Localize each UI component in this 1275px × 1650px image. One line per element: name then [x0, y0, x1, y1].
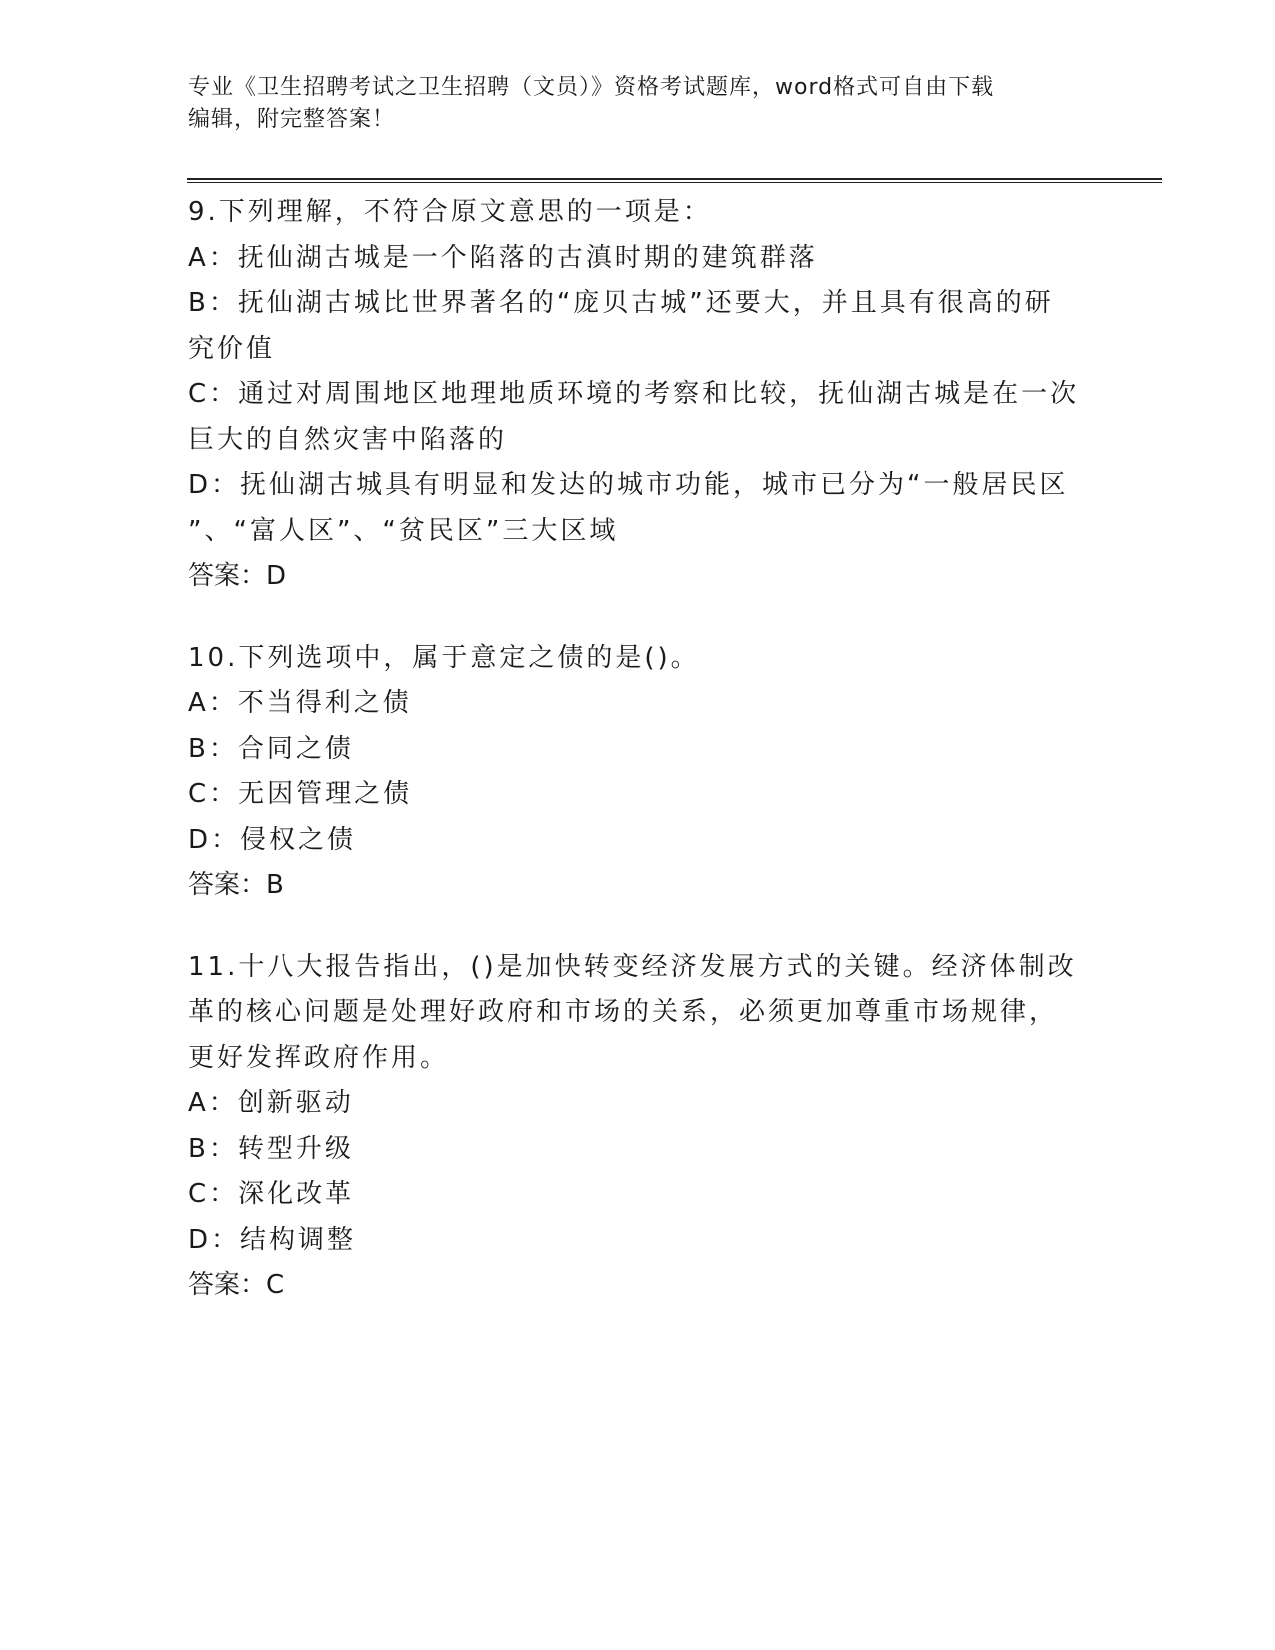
option-b: B：转型升级 — [188, 1133, 354, 1164]
document-header — [188, 72, 1088, 136]
option-c: C：深化改革 — [188, 1179, 355, 1209]
question-stem: 更好发挥政府作用。 — [188, 1042, 450, 1073]
option-a: A：创新驱动 — [188, 1088, 354, 1118]
option-line: ”、“富人区”、“贫民区”三大区域 — [188, 515, 619, 546]
option-a — [188, 236, 1088, 282]
option-a: A：不当得利之债 — [188, 688, 412, 718]
question-stem: 11.十八大报告指出，()是加快转变经济发展方式的关键。经济体制改 — [188, 951, 1077, 982]
option-line: C：通过对周围地区地理地质环境的考察和比较，抚仙湖古城是在一次 — [188, 379, 1080, 409]
option-c: C：无因管理之债 — [188, 779, 413, 809]
question-11 — [188, 945, 1088, 1309]
option-d: D：结构调整 — [188, 1224, 357, 1255]
header-divider — [187, 178, 1162, 183]
question-stem: 革的核心问题是处理好政府和市场的关系，必须更加尊重市场规律， — [188, 997, 1059, 1027]
question-stem: 10.下列选项中，属于意定之债的是()。 — [188, 642, 700, 673]
answer-label: 答案：B — [188, 870, 284, 900]
header-line-2: 编辑，附完整答案！ — [188, 107, 396, 132]
question-10 — [188, 636, 1088, 909]
option-d: D：侵权之债 — [188, 824, 357, 855]
option-line: D：抚仙湖古城具有明显和发达的城市功能，城市已分为“一般居民区 — [188, 470, 1069, 500]
option-line: A：抚仙湖古城是一个陷落的古滇时期的建筑群落 — [188, 242, 818, 273]
answer-label: 答案：D — [188, 561, 287, 591]
option-line: 巨大的自然灾害中陷落的 — [188, 424, 508, 455]
answer-label: 答案：C — [188, 1270, 285, 1300]
option-line: 究价值 — [188, 333, 276, 364]
question-9 — [188, 190, 1088, 600]
question-stem: 9.下列理解，不符合原文意思的一项是： — [188, 197, 712, 227]
option-c — [188, 372, 1088, 463]
option-line: B：抚仙湖古城比世界著名的“庞贝古城”还要大，并且具有很高的研 — [188, 288, 1054, 318]
option-b — [188, 281, 1088, 372]
option-b: B：合同之债 — [188, 733, 354, 764]
header-line-1: 专业《卫生招聘考试之卫生招聘（文员）》资格考试题库，word格式可自由下载 — [188, 75, 995, 100]
question-list — [188, 190, 1088, 1345]
option-d — [188, 463, 1088, 554]
